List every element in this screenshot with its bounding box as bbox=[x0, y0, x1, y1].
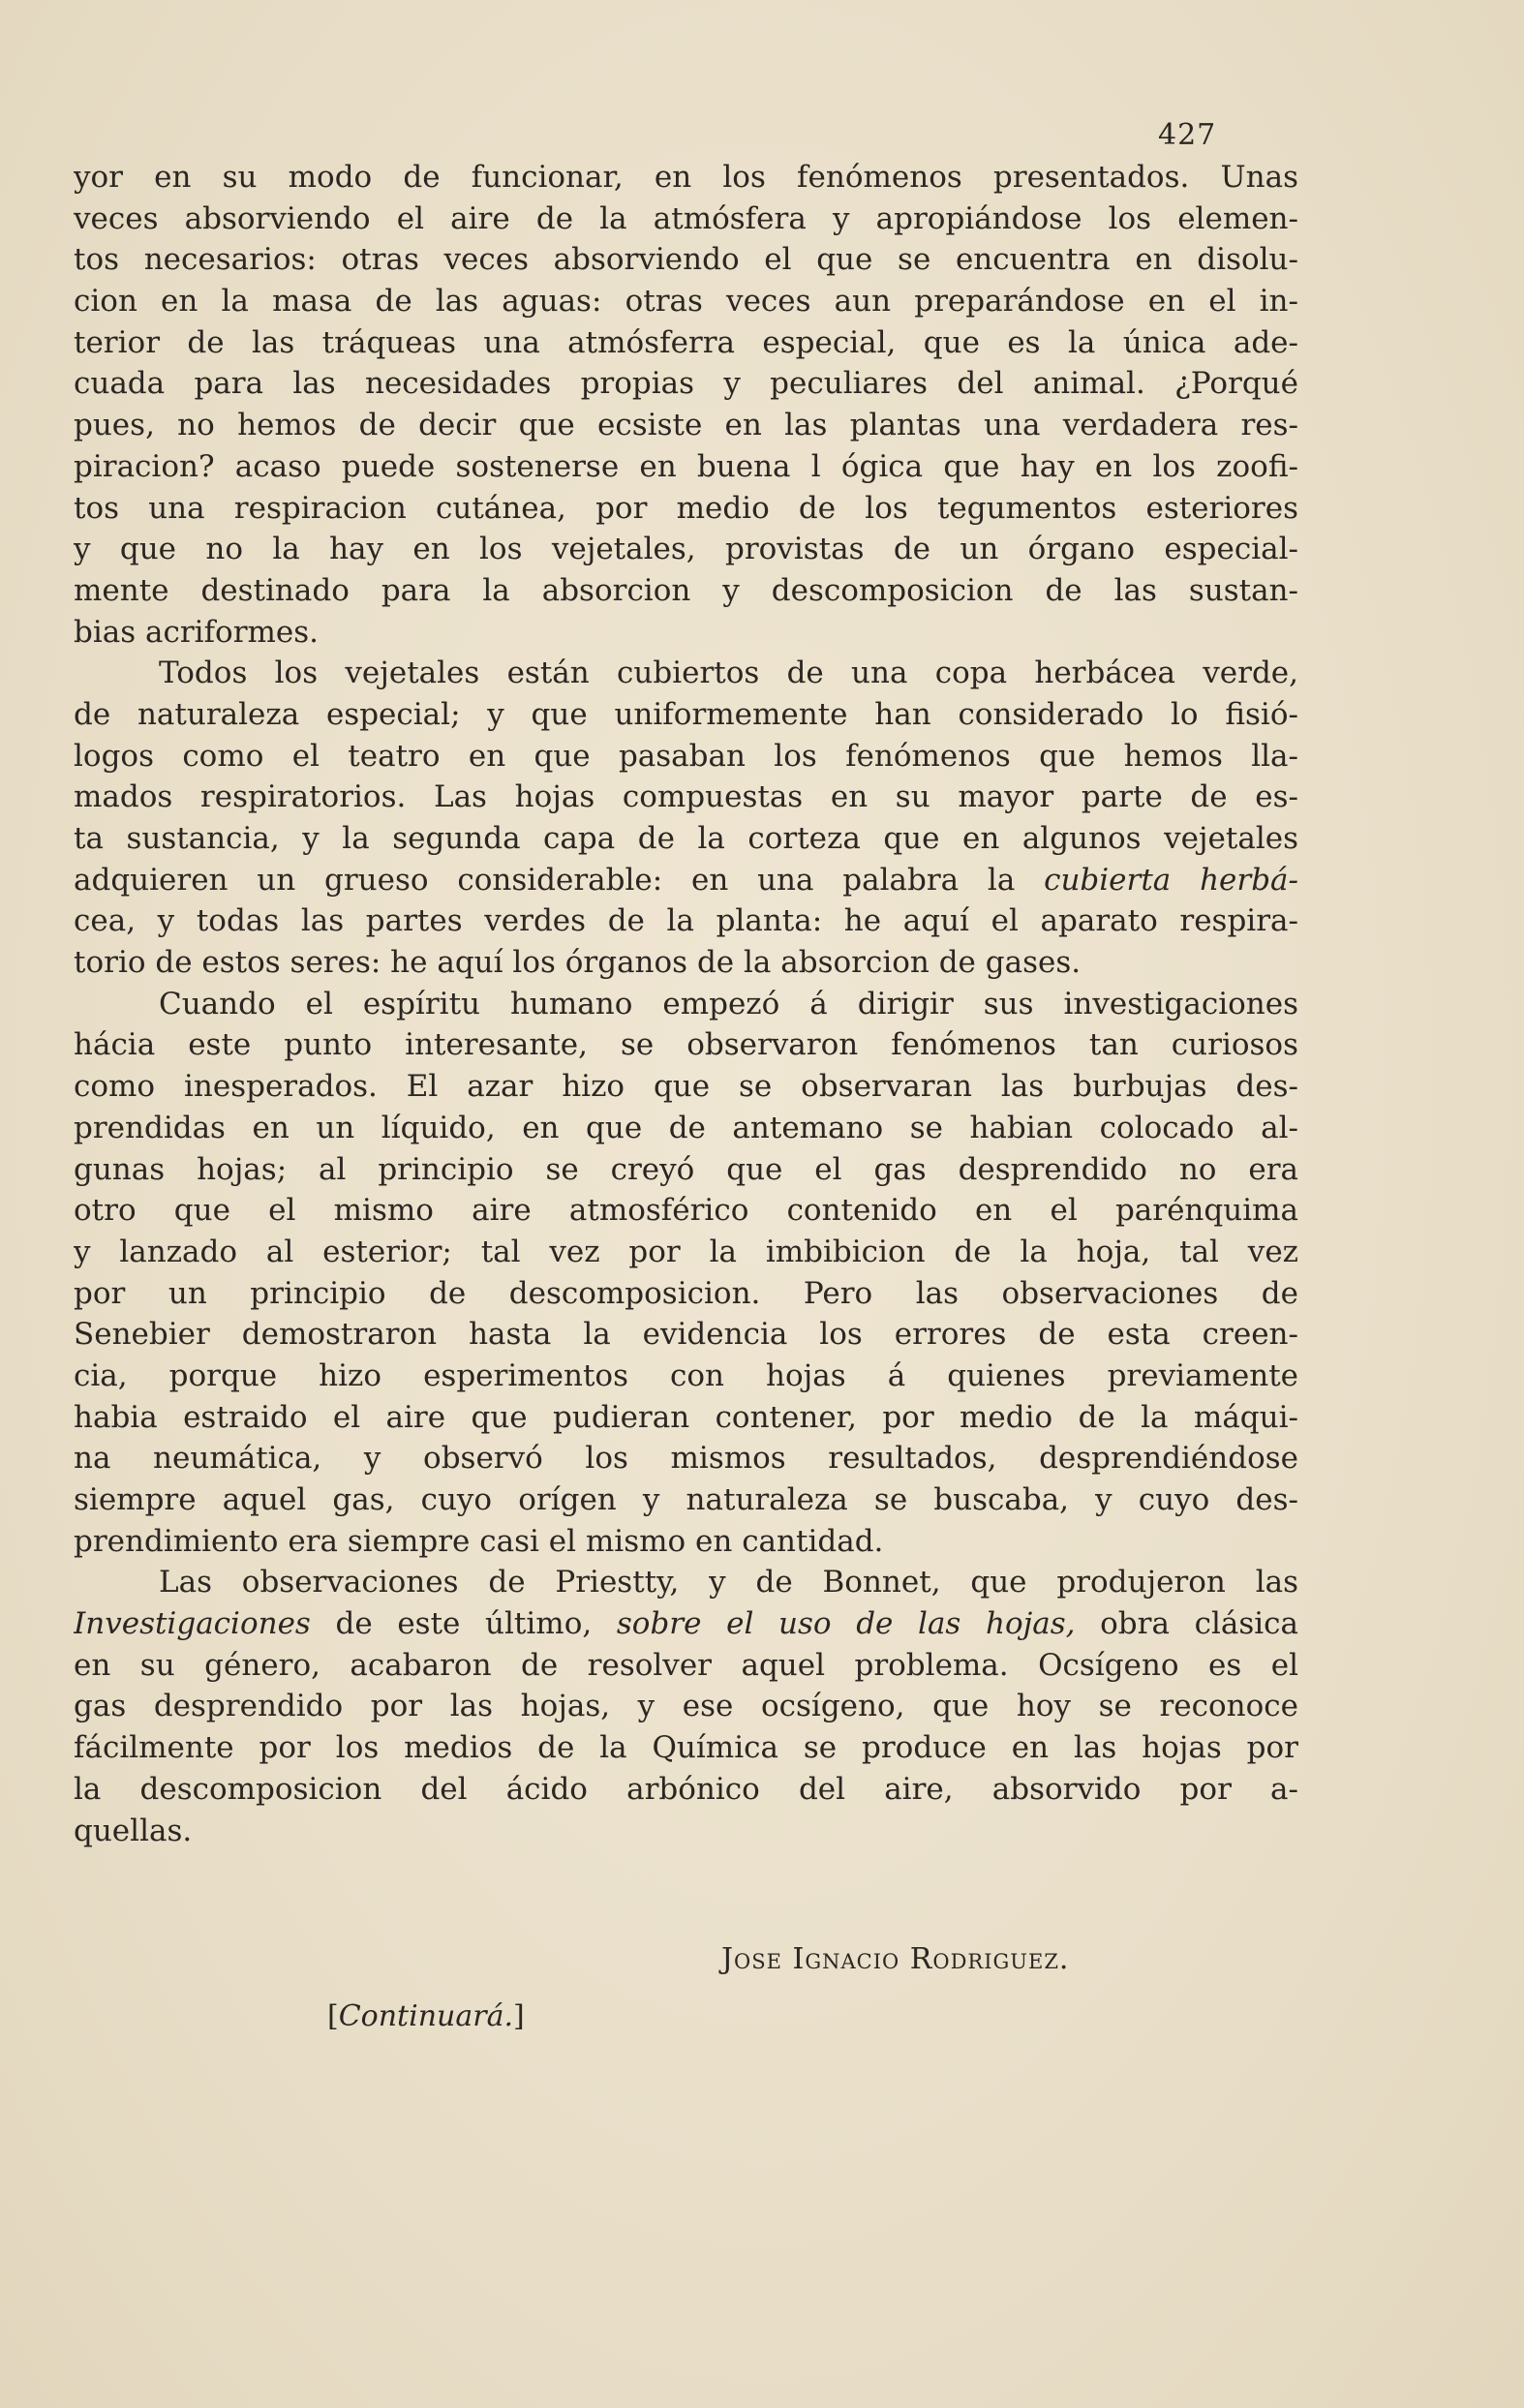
text-line: ta sustancia, y la segunda capa de la corteza que en algunos vejetales bbox=[74, 821, 1298, 856]
text-line: Cuando el espíritu humano empezó á dirigir sus investigaciones bbox=[159, 986, 1298, 1021]
text-line: prendimiento era siempre casi el mismo en cantidad. bbox=[74, 1523, 884, 1559]
text-line: logos como el teatro en que pasaban los fenómenos que hemos lla- bbox=[74, 738, 1298, 774]
continued-note bbox=[327, 1999, 525, 2033]
text-line: cea, y todas las partes verdes de la planta: he aquí el aparato respira- bbox=[74, 903, 1298, 939]
page-number: 427 bbox=[1158, 118, 1217, 152]
text-segment: obra clásica bbox=[1100, 1606, 1298, 1642]
text-segment: de este último, bbox=[335, 1606, 593, 1642]
text-line: Senebier demostraron hasta la evidencia los errores de esta creen- bbox=[74, 1317, 1298, 1353]
text-line: Las observaciones de Priestty, y de Bonnet, que produjeron las bbox=[159, 1565, 1298, 1600]
text-line: Todos los vejetales están cubiertos de una copa herbácea verde, bbox=[159, 655, 1298, 691]
text-line-with-italic bbox=[74, 1603, 1298, 1645]
text-line: cion en la masa de las aguas: otras veces aun preparándose en el in- bbox=[74, 284, 1298, 320]
text-line-with-italic bbox=[74, 860, 1298, 901]
italic-term: sobre el uso de las hojas, bbox=[616, 1606, 1076, 1642]
author-signature: Jose Ignacio Rodriguez. bbox=[721, 1942, 1070, 1976]
continued-word: Continuará. bbox=[338, 1999, 513, 2033]
text-line: prendidas en un líquido, en que de antemano se habian colocado al- bbox=[74, 1110, 1298, 1145]
text-line: fácilmente por los medios de la Química se produce en las hojas por bbox=[74, 1730, 1298, 1766]
text-line: hácia este punto interesante, se observaron fenómenos tan curiosos bbox=[74, 1027, 1298, 1063]
text-line: cuada para las necesidades propias y peculiares del animal. ¿Porqué bbox=[74, 366, 1298, 402]
text-line: habia estraido el aire que pudieran contener, por medio de la máqui- bbox=[74, 1399, 1298, 1435]
body-text bbox=[74, 157, 1298, 1851]
text-line: yor en su modo de funcionar, en los fenómenos presentados. Unas bbox=[74, 160, 1298, 195]
italic-term: Investigaciones bbox=[74, 1606, 311, 1642]
text-line: y lanzado al esterior; tal vez por la imbibicion de la hoja, tal vez bbox=[74, 1234, 1298, 1269]
text-line: mente destinado para la absorcion y descomposicion de las sustan- bbox=[74, 572, 1298, 608]
text-line: pues, no hemos de decir que ecsiste en las plantas una verdadera res- bbox=[74, 408, 1298, 443]
text-line: gas desprendido por las hojas, y ese ocsígeno, que hoy se reconoce bbox=[74, 1689, 1298, 1724]
text-line: la descomposicion del ácido arbónico del aire, absorvido por a- bbox=[74, 1771, 1298, 1807]
text-line: por un principio de descomposicion. Pero las observaciones de bbox=[74, 1275, 1298, 1311]
text-line: siempre aquel gas, cuyo orígen y naturaleza se buscaba, y cuyo des- bbox=[74, 1482, 1298, 1517]
text-line: y que no la hay en los vejetales, provistas de un órgano especial- bbox=[74, 532, 1298, 567]
text-line: tos necesarios: otras veces absorviendo el que se encuentra en disolu- bbox=[74, 242, 1298, 278]
text-line: gunas hojas; al principio se creyó que el gas desprendido no era bbox=[74, 1151, 1298, 1187]
text-line: veces absorviendo el aire de la atmósfera y apropiándose los elemen- bbox=[74, 200, 1298, 236]
text-line: tos una respiracion cutánea, por medio de los tegumentos esteriores bbox=[74, 490, 1298, 526]
italic-term: cubierta herbá- bbox=[1044, 862, 1298, 898]
text-line: mados respiratorios. Las hojas compuestas en su mayor parte de es- bbox=[74, 779, 1298, 815]
bracket-close: ] bbox=[513, 1999, 525, 2033]
text-line: bias acriformes. bbox=[74, 614, 320, 650]
bracket-open: [ bbox=[327, 1999, 339, 2033]
text-line: cia, porque hizo esperimentos con hojas á quienes previamente bbox=[74, 1357, 1298, 1393]
text-line: terior de las tráqueas una atmósferra especial, que es la única ade- bbox=[74, 324, 1298, 360]
text-segment: adquieren un grueso considerable: en una palabra la bbox=[74, 862, 1016, 898]
text-line: en su género, acabaron de resolver aquel problema. Ocsígeno es el bbox=[74, 1647, 1298, 1683]
text-line: piracion? acaso puede sostenerse en buena l ógica que hay en los zoofi- bbox=[74, 448, 1298, 484]
text-line: como inesperados. El azar hizo que se observaran las burbujas des- bbox=[74, 1069, 1298, 1105]
text-line: quellas. bbox=[74, 1813, 193, 1848]
text-line: otro que el mismo aire atmosférico contenido en el parénquima bbox=[74, 1193, 1298, 1229]
text-line: de naturaleza especial; y que uniformemente han considerado lo fisió- bbox=[74, 696, 1298, 732]
text-line: torio de estos seres: he aquí los órganos de la absorcion de gases. bbox=[74, 945, 1082, 981]
text-line: na neumática, y observó los mismos resultados, desprendiéndose bbox=[74, 1441, 1298, 1477]
